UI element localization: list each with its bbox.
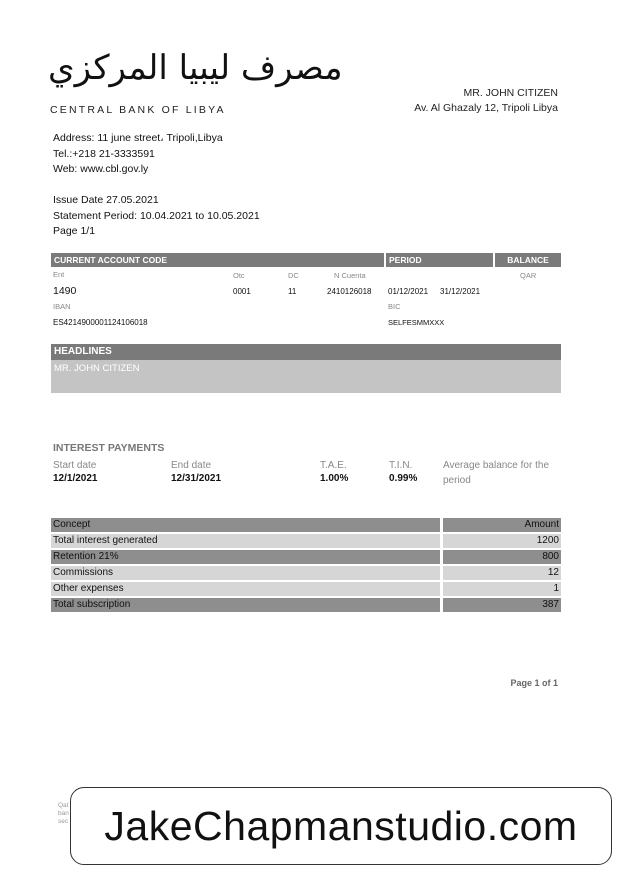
start-date-label: Start date (53, 460, 97, 471)
recipient-block (414, 86, 558, 116)
bank-address: Address: 11 june street، Tripoli,Libya (53, 132, 223, 144)
amount-cell: 12 (443, 566, 561, 580)
page-number: Page 1 of 1 (510, 678, 558, 688)
recipient-name: MR. JOHN CITIZEN (463, 87, 558, 99)
concept-header: Concept (51, 518, 440, 532)
currency-label: QAR (520, 271, 537, 280)
amount-cell: 1200 (443, 534, 561, 548)
concept-cell: Total interest generated (51, 534, 440, 548)
table-row (51, 534, 561, 548)
account-code-header: CURRENT ACCOUNT CODE (51, 253, 384, 267)
bank-logo-arabic: مصرف ليبيا المركزي (48, 48, 343, 88)
headlines-header: HEADLINES (51, 344, 561, 360)
end-date-value: 12/31/2021 (171, 473, 222, 484)
ent-value: 1490 (53, 285, 77, 297)
table-row (51, 550, 561, 564)
table-row (51, 566, 561, 580)
concept-cell: Commissions (51, 566, 440, 580)
watermark-banner: JakeChapmanstudio.com (70, 787, 612, 865)
statement-period: Statement Period: 10.04.2021 to 10.05.2021 (53, 209, 260, 222)
ent-label: Ent (53, 270, 65, 279)
bic-label: BIC (388, 302, 401, 311)
amount-cell: 800 (443, 550, 561, 564)
recipient-address: Av. Al Ghazaly 12, Tripoli Libya (414, 102, 558, 114)
otc-label: Otc (233, 271, 245, 280)
dc-label: DC (288, 271, 299, 280)
concept-cell: Retention 21% (51, 550, 440, 564)
tae-value: 1.00% (320, 473, 349, 484)
balance-header: BALANCE (495, 253, 561, 267)
iban-value: ES4214900001124106018 (53, 318, 148, 327)
headlines-content: MR. JOHN CITIZEN (51, 360, 561, 393)
n-cuenta-value: 2410126018 (327, 287, 372, 296)
footer-text (58, 802, 69, 826)
iban-label: IBAN (53, 302, 71, 311)
statement-page: Page 1/1 (53, 225, 96, 237)
bank-tel: Tel.:+218 21-3333591 (53, 147, 155, 160)
interest-title: INTEREST PAYMENTS (53, 442, 165, 454)
concepts-header-row (51, 518, 561, 532)
period-header: PERIOD (386, 253, 493, 267)
tin-label: T.I.N. (389, 460, 413, 471)
end-date-label: End date (171, 460, 212, 471)
table-row (51, 598, 561, 612)
statement-info (53, 193, 260, 240)
otc-value: 0001 (233, 287, 251, 296)
issue-date: Issue Date 27.05.2021 (53, 194, 159, 206)
tin-value: 0.99% (389, 473, 418, 484)
table-row (51, 582, 561, 596)
avg-balance-label: Average balance for the period (443, 460, 550, 486)
n-cuenta-label: N Cuenta (334, 271, 366, 280)
period-from-value: 01/12/2021 (388, 287, 429, 296)
bic-value: SELFESMMXXX (388, 318, 445, 327)
amount-header: Amount (443, 518, 561, 532)
bank-contact-block (53, 131, 223, 178)
dc-value: 11 (288, 287, 297, 296)
amount-cell: 1 (443, 582, 561, 596)
footer-line: Qat (58, 802, 69, 809)
footer-line: sec (58, 818, 69, 825)
bank-logo-english: CENTRAL BANK OF LIBYA (50, 104, 226, 116)
footer-line: ban (58, 810, 69, 817)
amount-cell: 387 (443, 598, 561, 612)
tae-label: T.A.E. (320, 460, 347, 471)
start-date-value: 12/1/2021 (53, 473, 98, 484)
concept-cell: Total subscription (51, 598, 440, 612)
period-to-value: 31/12/2021 (440, 287, 481, 296)
concept-cell: Other expenses (51, 582, 440, 596)
bank-web: Web: www.cbl.gov.ly (53, 163, 149, 175)
